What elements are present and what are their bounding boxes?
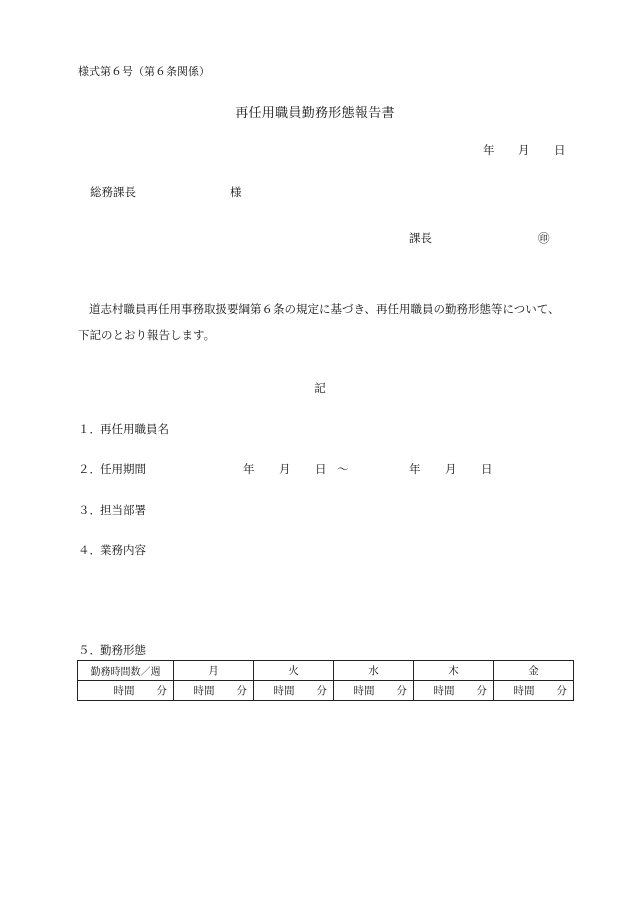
- hour-unit: 時間: [433, 685, 455, 697]
- work-schedule-table: [77, 660, 574, 701]
- fri-hours-cell[interactable]: [494, 681, 574, 701]
- addressee-title: 総務課長: [90, 185, 136, 199]
- table-row: [78, 681, 574, 701]
- day-header-wed: 水: [334, 661, 414, 681]
- minute-unit: 分: [476, 685, 487, 697]
- period-tilde: ～: [337, 462, 349, 476]
- body-line-2: 下記のとおり報告します。: [78, 328, 216, 342]
- period-end-year: 年: [409, 462, 421, 476]
- minute-unit: 分: [236, 685, 247, 697]
- item-number: ３．: [78, 503, 101, 517]
- mon-hours-cell[interactable]: [174, 681, 254, 701]
- hour-unit: 時間: [273, 685, 295, 697]
- date-day-label: 日: [554, 143, 566, 157]
- minute-unit: 分: [396, 685, 407, 697]
- body-paragraph: [78, 296, 578, 348]
- period-start-day: 日: [315, 462, 327, 476]
- day-header-tue: 火: [254, 661, 334, 681]
- wed-hours-cell[interactable]: [334, 681, 414, 701]
- period-end-day: 日: [481, 462, 493, 476]
- day-header-fri: 金: [494, 661, 574, 681]
- day-header-mon: 月: [174, 661, 254, 681]
- item-label: 勤務形態: [100, 643, 146, 657]
- item-label: 業務内容: [100, 543, 146, 557]
- weekly-total-cell[interactable]: [78, 681, 174, 701]
- minute-unit: 分: [556, 685, 567, 697]
- item-label: 再任用職員名: [100, 422, 169, 436]
- form-reference: 様式第６号（第６条関係）: [78, 65, 210, 78]
- date-year-label: 年: [483, 143, 495, 157]
- date-month-label: 月: [518, 143, 530, 157]
- item-number: １．: [78, 422, 101, 436]
- period-start-month: 月: [279, 462, 291, 476]
- body-line-1: 道志村職員再任用事務取扱要綱第６条の規定に基づき、再任用職員の勤務形態等について、: [89, 302, 560, 316]
- table-header-row: [78, 661, 574, 681]
- day-header-thu: 木: [414, 661, 494, 681]
- document-title: 再任用職員勤務形態報告書: [235, 106, 395, 121]
- minute-unit: 分: [156, 685, 167, 697]
- item-employee-name: [78, 421, 169, 437]
- tue-hours-cell[interactable]: [254, 681, 334, 701]
- period-end-month: 月: [445, 462, 457, 476]
- item-label: 任用期間: [100, 462, 146, 476]
- item-work-pattern: [78, 642, 146, 658]
- item-number: ２．: [78, 462, 101, 476]
- minute-unit: 分: [316, 685, 327, 697]
- period-start-year: 年: [243, 462, 255, 476]
- item-number: ４．: [78, 543, 101, 557]
- item-duties: [78, 542, 146, 558]
- item-appointment-period: [78, 461, 146, 477]
- thu-hours-cell[interactable]: [414, 681, 494, 701]
- hour-unit: 時間: [193, 685, 215, 697]
- item-label: 担当部署: [100, 503, 146, 517]
- hour-unit: 時間: [513, 685, 535, 697]
- sender-title: 課長: [409, 231, 432, 245]
- hour-unit: 時間: [353, 685, 375, 697]
- item-number: ５．: [78, 643, 101, 657]
- hour-unit: 時間: [113, 685, 135, 697]
- hours-per-week-header: 勤務時間数／週: [78, 661, 174, 681]
- addressee-honorific: 様: [230, 185, 242, 199]
- seal-mark: ㊞: [538, 231, 550, 245]
- item-department: [78, 502, 146, 518]
- ki-heading: 記: [314, 381, 326, 395]
